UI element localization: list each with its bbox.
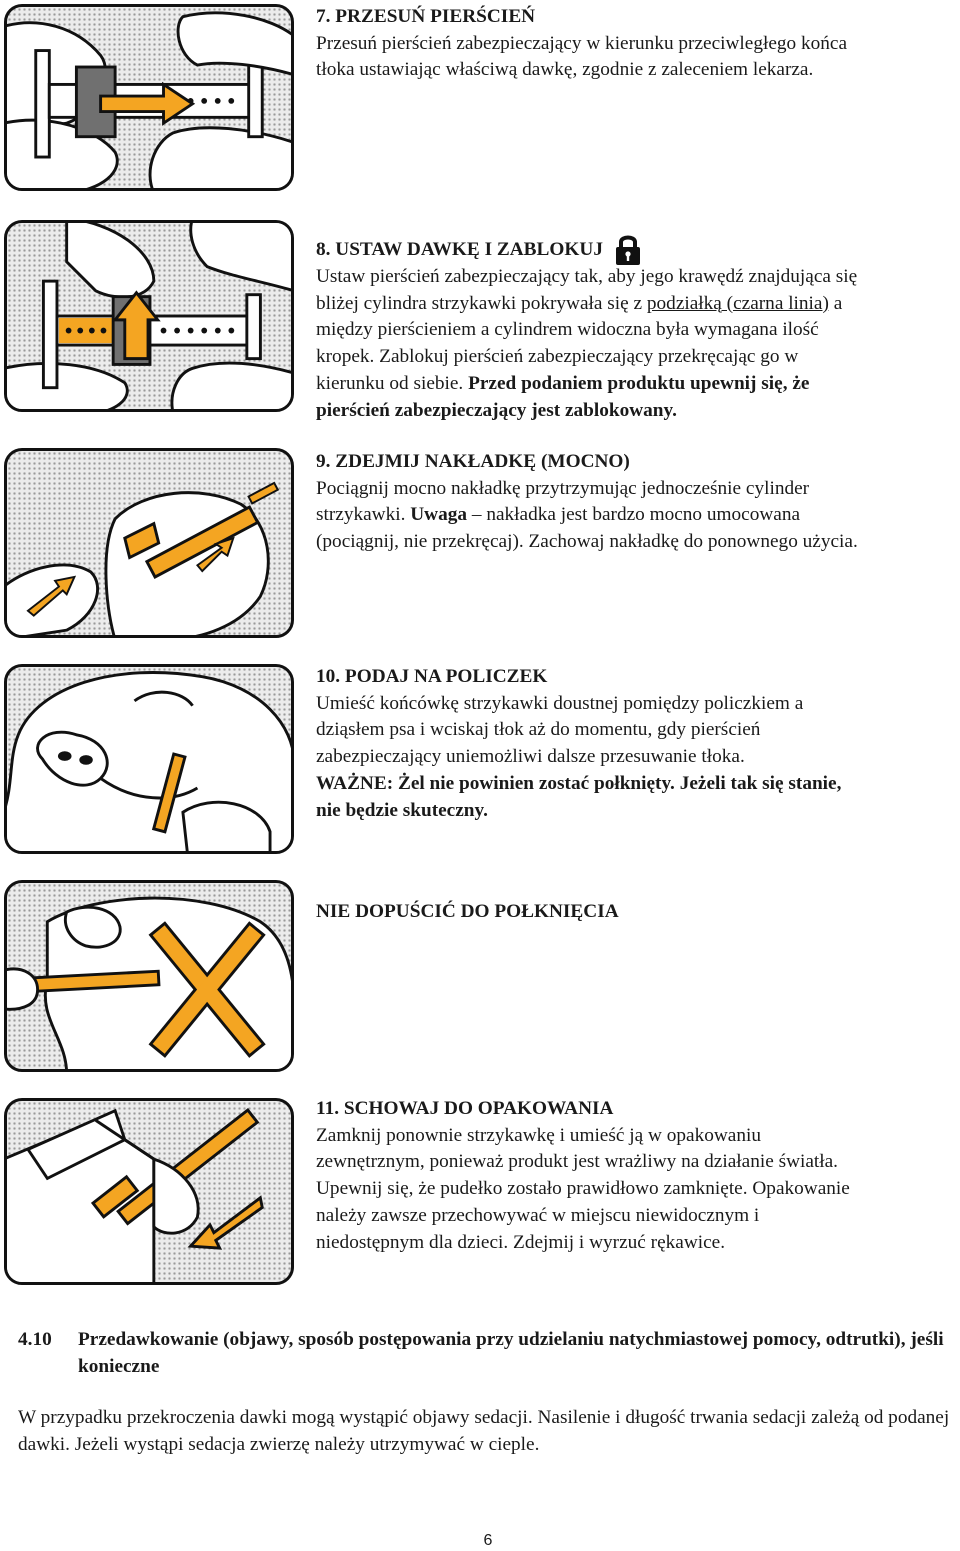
- illustration-step-8: [4, 220, 294, 412]
- step-9-line: Pociągnij mocno nakładkę przytrzymując jednocześnie cylinder: [316, 477, 810, 499]
- step-9-title: 9. ZDEJMIJ NAKŁADKĘ (MOCNO): [316, 451, 630, 472]
- step-11: [316, 1096, 956, 1256]
- warning-title: NIE DOPUŚCIĆ DO POŁKNIĘCIA: [316, 901, 619, 922]
- step-10: [316, 664, 956, 824]
- step-7-title: 7. PRZESUŃ PIERŚCIEŃ: [316, 6, 536, 27]
- section-body: W przypadku przekroczenia dawki mogą wystąpić objawy sedacji. Nasilenie i długość trwania sedacji zależą od podanej dawki. Jeżeli wystąpi sedacja zwierzę należy utrzymywać w cieple.: [18, 1407, 950, 1455]
- dog-swallow-warning-illustration: [7, 883, 291, 1069]
- syringe-ring-slide-illustration: [7, 7, 291, 188]
- step-9-line: (pociągnij, nie przekręcaj). Zachowaj nakładkę do ponownego użycia.: [316, 531, 858, 553]
- step-8-title: [316, 230, 956, 264]
- step-8-line: kropek. Zablokuj pierścień zabezpieczający przekręcając go w: [316, 346, 799, 368]
- section-number: 4.10: [18, 1329, 52, 1350]
- step-8-title-text: 8. USTAW DAWKĘ I ZABLOKUJ: [316, 239, 603, 261]
- cap-removal-illustration: [7, 451, 291, 635]
- section-title: Przedawkowanie (objawy, sposób postępowania przy udzielaniu natychmiastowej pomocy, odtrutki), jeśli konieczne: [78, 1329, 944, 1377]
- step-10-warning: WAŻNE: Żel nie powinien zostać połknięty. Jeżeli tak się stanie,: [316, 772, 842, 794]
- illustration-step-10: [4, 664, 294, 854]
- dog-cheek-dosing-illustration: [7, 667, 291, 851]
- step-8-warning: Przed podaniem produktu upewnij się, że: [468, 372, 810, 394]
- store-in-box-illustration: [7, 1101, 291, 1282]
- step-8-text: kierunku od siebie.: [316, 372, 469, 394]
- illustration-step-7: [4, 4, 294, 191]
- step-11-line: Upewnij się, że pudełko zostało prawidłowo zamknięte. Opakowanie: [316, 1178, 850, 1200]
- step-8-line: między pierścieniem a cylindrem widoczna była wymagana ilość: [316, 319, 819, 341]
- step-7-line: tłoka ustawiając właściwą dawkę, zgodnie z zaleceniem lekarza.: [316, 59, 814, 81]
- syringe-ring-lock-illustration: [7, 223, 291, 409]
- page-number: 6: [483, 1532, 493, 1549]
- step-10-line: dziąsłem psa i wciskaj tłok aż do momentu, gdy pierścień: [316, 719, 761, 741]
- step-8-text: a: [828, 292, 843, 314]
- illustration-step-11: [4, 1098, 294, 1285]
- step-11-line: Zamknij ponownie strzykawkę i umieść ją w opakowaniu: [316, 1124, 761, 1146]
- step-8-line: [316, 291, 956, 318]
- step-9-note-label: Uwaga: [410, 504, 468, 526]
- step-8-line: Ustaw pierścień zabezpieczający tak, aby jego krawędź znajdująca się: [316, 266, 858, 287]
- step-10-warning: nie będzie skuteczny.: [316, 799, 488, 821]
- step-10-line: Umieść końcówkę strzykawki doustnej pomiędzy policzkiem a: [316, 692, 804, 714]
- step-8-text: bliżej cylindra strzykawki pokrywała się z: [316, 292, 647, 314]
- step-11-line: zewnętrznym, ponieważ produkt jest wrażliwy na działanie światła.: [316, 1151, 839, 1173]
- warning-step: [316, 899, 956, 926]
- scale-line-note: podziałką (czarna linia): [646, 292, 829, 314]
- lock-icon: [615, 232, 641, 266]
- illustration-step-9: [4, 448, 294, 638]
- step-9-text: – nakładka jest bardzo mocno umocowana: [467, 504, 801, 526]
- illustration-do-not-swallow: [4, 880, 294, 1072]
- step-9: [316, 449, 956, 556]
- step-10-title: 10. PODAJ NA POLICZEK: [316, 666, 548, 687]
- step-7-line: Przesuń pierścień zabezpieczający w kierunku przeciwległego końca: [316, 32, 848, 54]
- step-11-line: niedostępnym dla dzieci. Zdejmij i wyrzuć rękawice.: [316, 1231, 726, 1253]
- step-8-line: [316, 371, 956, 398]
- step-8: [316, 240, 956, 424]
- step-9-text: strzykawki.: [316, 504, 411, 526]
- step-10-line: zabezpieczający uniemożliwi dalsze przesuwanie tłoka.: [316, 746, 745, 768]
- step-11-title: 11. SCHOWAJ DO OPAKOWANIA: [316, 1098, 614, 1119]
- step-9-line: [316, 502, 956, 529]
- step-8-warning: pierścień zabezpieczający jest zablokowany.: [316, 399, 677, 421]
- step-11-line: należy zawsze przechowywać w miejscu niewidocznym i: [316, 1204, 760, 1226]
- step-7: [316, 4, 956, 84]
